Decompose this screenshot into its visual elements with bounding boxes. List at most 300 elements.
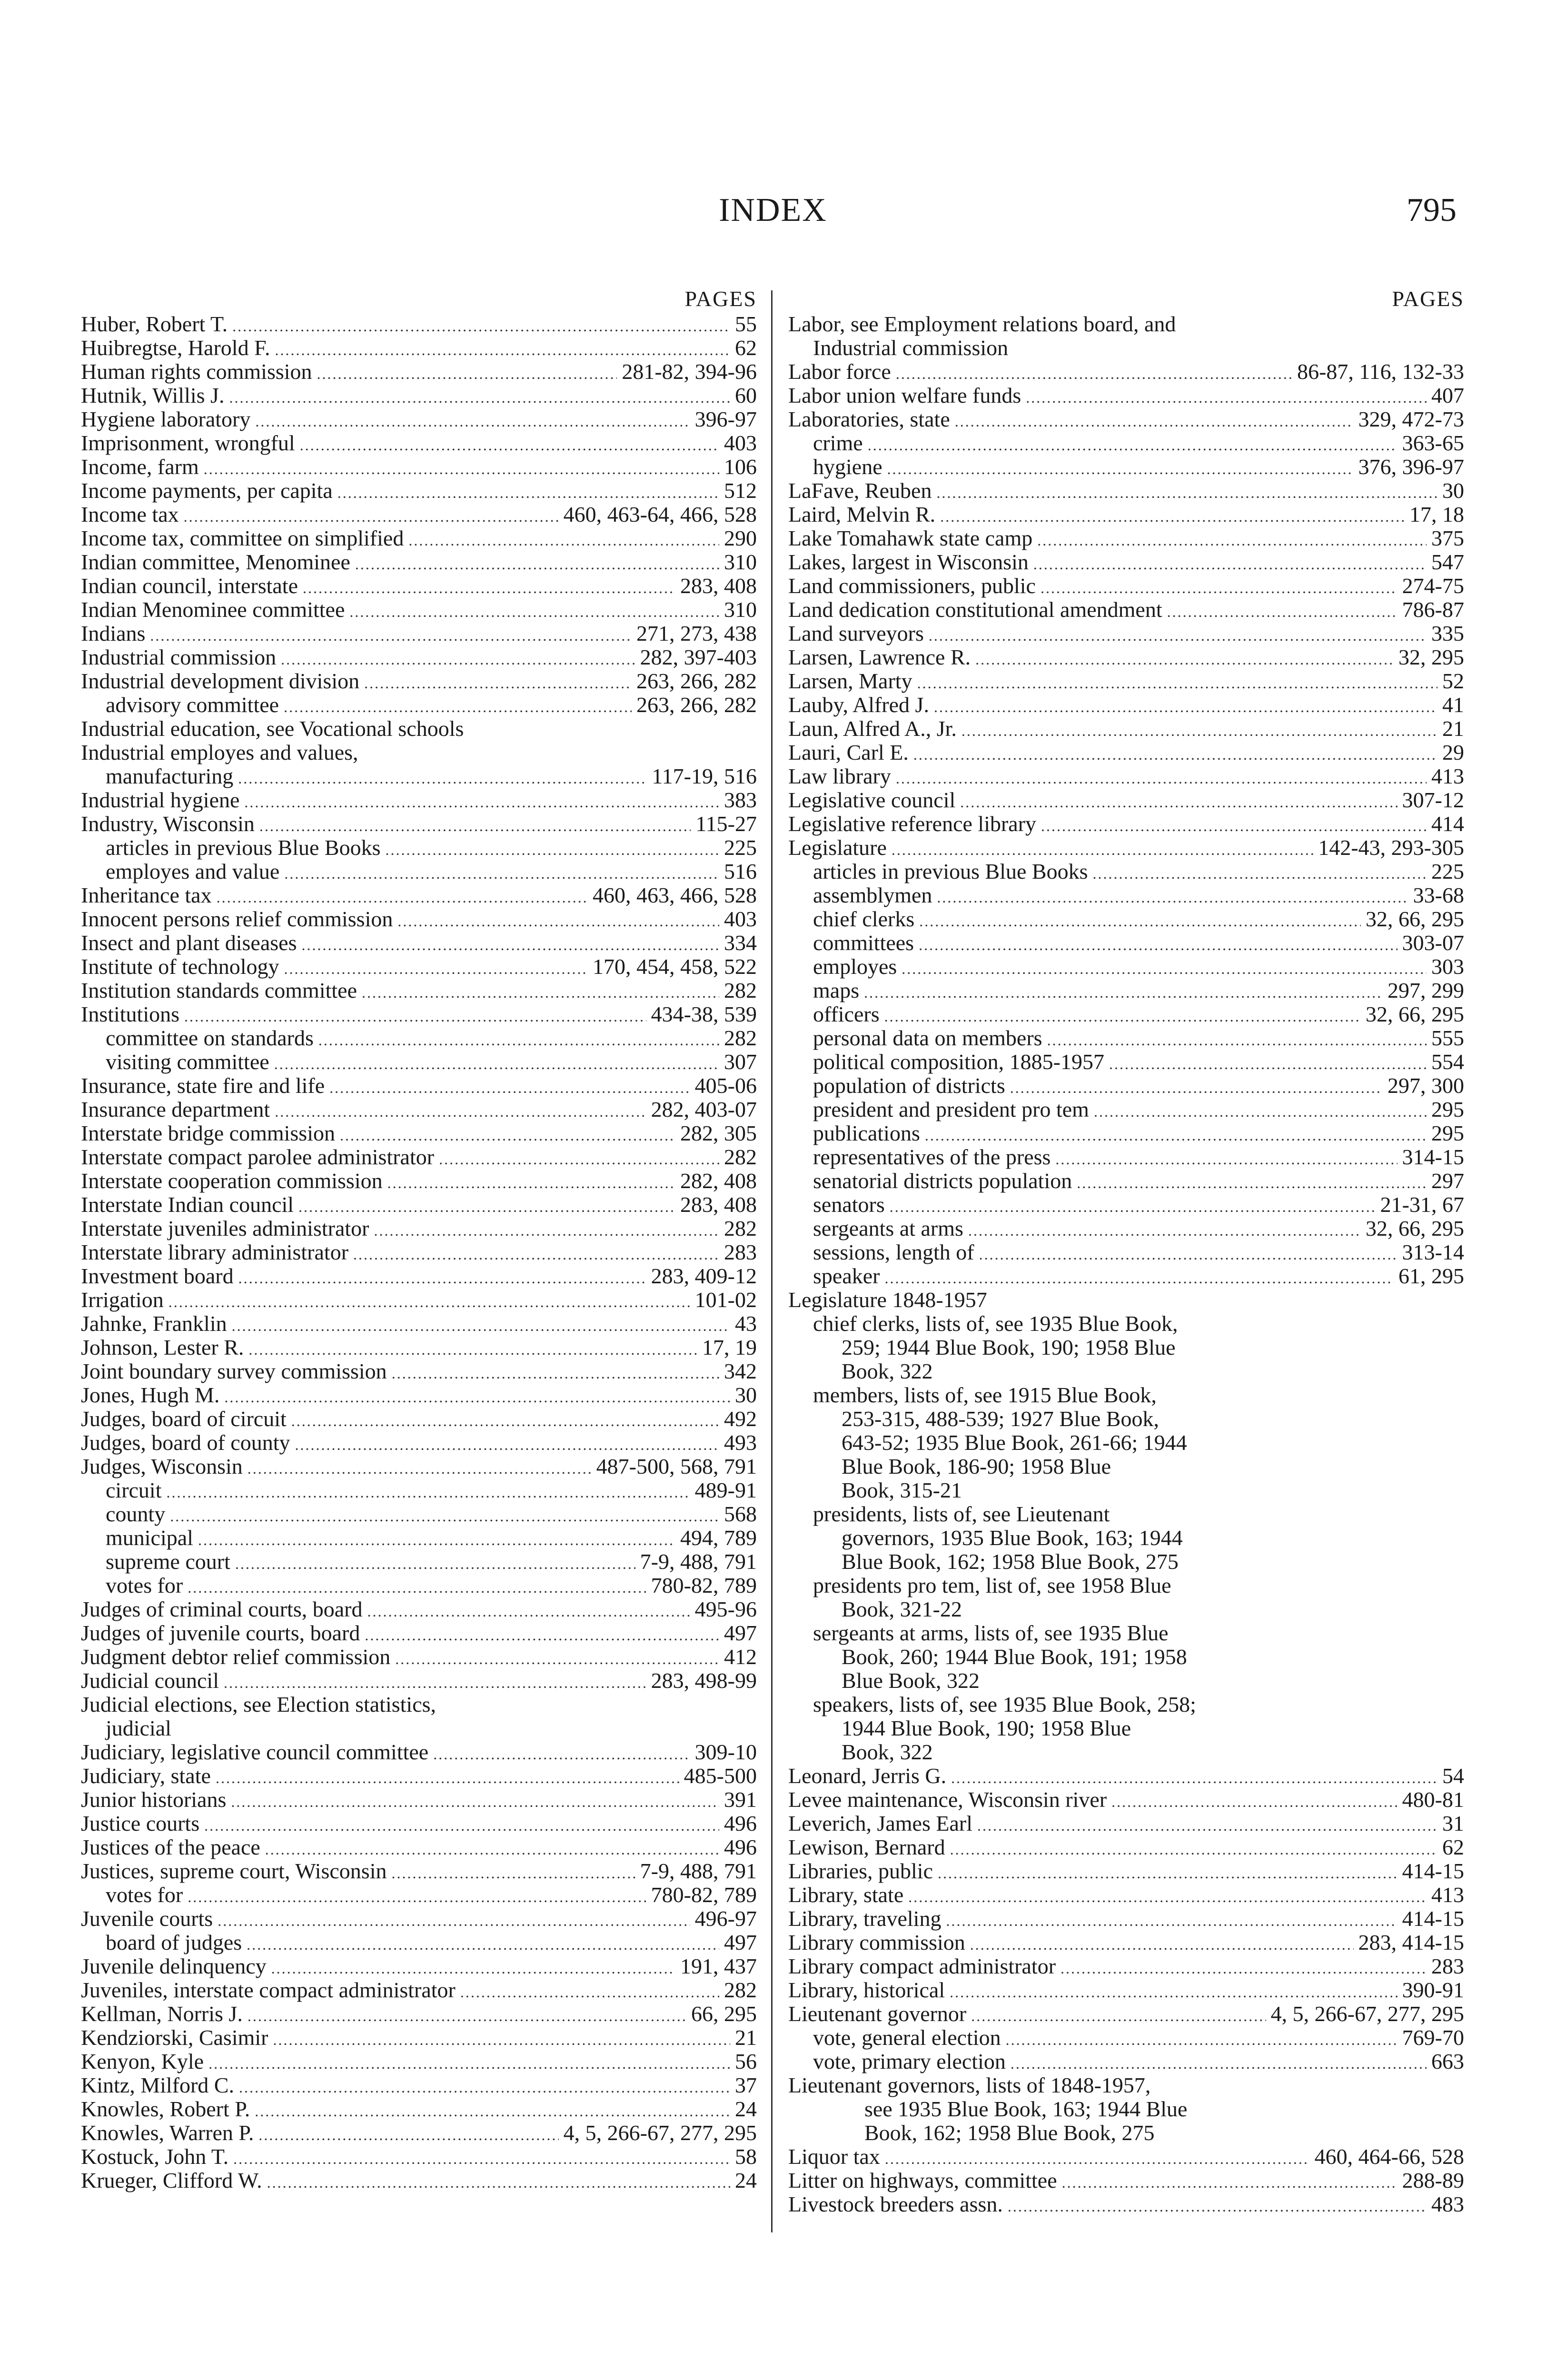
index-subentry <box>788 1169 1464 1193</box>
entry-term: Judiciary, state <box>81 1764 211 1788</box>
page-reference: 460, 463-64, 466, 528 <box>563 502 757 526</box>
index-entry <box>788 812 1464 836</box>
page-reference: 663 <box>1431 2049 1464 2073</box>
entry-term: Kellman, Norris J. <box>81 2002 243 2026</box>
entry-term: Inheritance tax <box>81 883 212 907</box>
page-reference: 191, 437 <box>680 1954 757 1978</box>
dot-leader <box>1060 1956 1427 1980</box>
index-entry <box>81 1359 757 1383</box>
dot-leader <box>231 1790 719 1814</box>
index-entry <box>81 312 757 336</box>
entry-term: Juvenile delinquency <box>81 1954 267 1978</box>
page-number: 795 <box>1407 192 1457 228</box>
dot-leader <box>908 1885 1427 1909</box>
dot-leader <box>275 338 730 362</box>
entry-term: Huibregtse, Harold F. <box>81 336 270 360</box>
index-subentry <box>81 1478 757 1502</box>
page-reference: 283, 408 <box>680 574 757 598</box>
dot-leader <box>890 1195 1376 1219</box>
index-entry <box>788 622 1464 645</box>
entry-term: Kenyon, Kyle <box>81 2049 204 2073</box>
index-entry <box>788 2169 1464 2192</box>
index-note-line: governors, 1935 Blue Book, 163; 1944 <box>842 1526 1183 1550</box>
index-subentry <box>788 1026 1464 1050</box>
entry-term: Human rights commission <box>81 359 312 384</box>
dot-leader <box>247 1933 719 1956</box>
index-entry <box>788 1859 1464 1883</box>
dot-leader <box>1094 1100 1427 1123</box>
index-entry <box>788 717 1464 741</box>
dot-leader <box>167 1480 690 1504</box>
page-reference: 413 <box>1431 1883 1464 1907</box>
entry-term: Larsen, Lawrence R. <box>788 645 971 669</box>
dot-leader <box>1037 528 1427 552</box>
dot-leader <box>204 1814 719 1837</box>
page-title: INDEX <box>719 192 827 228</box>
dot-leader <box>946 1909 1397 1933</box>
page-reference: 310 <box>724 550 757 574</box>
dot-leader <box>239 2075 730 2099</box>
dot-leader <box>955 409 1354 433</box>
entry-term: Institute of technology <box>81 954 279 979</box>
index-note-line: 1944 Blue Book, 190; 1958 Blue <box>842 1716 1131 1740</box>
index-entry <box>81 2121 757 2145</box>
dot-leader <box>274 1052 719 1076</box>
index-note-line: Book, 260; 1944 Blue Book, 191; 1958 <box>842 1645 1187 1669</box>
index-subentry <box>788 431 1464 455</box>
entry-term: Lauby, Alfred J. <box>788 693 929 717</box>
entry-term: sergeants at arms <box>813 1216 963 1240</box>
dot-leader <box>1011 2052 1427 2075</box>
page-reference: 4, 5, 266-67, 277, 295 <box>1270 2002 1464 2026</box>
entry-term: Liquor tax <box>788 2144 880 2169</box>
dot-leader <box>970 1933 1354 1956</box>
entry-term: Institutions <box>81 1002 180 1026</box>
entry-term: county <box>106 1502 166 1526</box>
page-reference: 225 <box>1431 859 1464 883</box>
page-reference: 274-75 <box>1402 574 1464 598</box>
index-subentry <box>788 1264 1464 1288</box>
index-entry <box>81 1407 757 1431</box>
entry-term: Imprisonment, wrongful <box>81 431 295 455</box>
page-reference: 21-31, 67 <box>1380 1192 1464 1217</box>
dot-leader <box>1008 2194 1427 2218</box>
page-reference: 17, 18 <box>1409 502 1464 526</box>
index-entry <box>788 1954 1464 1978</box>
index-note-line: judicial <box>106 1716 171 1740</box>
entry-term: Kostuck, John T. <box>81 2144 229 2169</box>
page-reference: 290 <box>724 526 757 550</box>
dot-leader <box>184 505 559 528</box>
index-entry <box>81 1002 757 1026</box>
dot-leader <box>224 1671 646 1695</box>
page-reference: 496-97 <box>694 1906 757 1931</box>
index-entry <box>81 622 757 645</box>
entry-term: senatorial districts population <box>813 1169 1072 1193</box>
entry-term: Laun, Alfred A., Jr. <box>788 716 957 741</box>
dot-leader <box>248 1338 697 1361</box>
index-entry <box>788 741 1464 764</box>
page-reference: 497 <box>724 1930 757 1954</box>
index-entry <box>81 955 757 979</box>
entry-term: Interstate Indian council <box>81 1192 294 1217</box>
page-reference: 516 <box>724 859 757 883</box>
dot-leader <box>337 481 719 505</box>
dot-leader <box>887 457 1354 481</box>
dot-leader <box>968 1219 1361 1242</box>
entry-term: Library commission <box>788 1930 965 1954</box>
page-reference: 225 <box>724 835 757 860</box>
entry-term: Laird, Melvin R. <box>788 502 936 526</box>
entry-term: population of districts <box>813 1073 1005 1098</box>
index-entry <box>81 1098 757 1121</box>
dot-leader <box>218 1909 690 1933</box>
page-reference: 485-500 <box>684 1764 757 1788</box>
page-reference: 106 <box>724 455 757 479</box>
page-reference: 282, 403-07 <box>651 1097 757 1121</box>
dot-leader <box>1041 814 1427 838</box>
index-entry <box>81 669 757 693</box>
dot-leader <box>951 1766 1437 1790</box>
entry-term: Judges of juvenile courts, board <box>81 1621 360 1645</box>
entry-term: Justice courts <box>81 1811 200 1835</box>
index-entry <box>81 1145 757 1169</box>
page-reference: 62 <box>735 336 757 360</box>
index-subentry <box>788 979 1464 1002</box>
index-entry <box>81 503 757 526</box>
page-reference: 480-81 <box>1402 1787 1464 1812</box>
column-divider <box>771 290 773 2232</box>
entry-term: Lake Tomahawk state camp <box>788 526 1033 550</box>
index-entry <box>81 2097 757 2121</box>
page-reference: 495-96 <box>694 1597 757 1621</box>
page-reference: 62 <box>1442 1835 1464 1859</box>
index-entry <box>81 2169 757 2192</box>
index-note-line: 643-52; 1935 Blue Book, 261-66; 1944 <box>842 1430 1187 1455</box>
dot-leader <box>364 671 632 695</box>
dot-leader <box>387 1171 675 1195</box>
index-subentry <box>81 764 757 788</box>
index-entry <box>788 503 1464 526</box>
index-subentry <box>788 455 1464 479</box>
entry-term: Livestock breeders assn. <box>788 2192 1003 2216</box>
page-reference: 43 <box>735 1311 757 1336</box>
page-reference: 555 <box>1431 1026 1464 1050</box>
page-reference: 493 <box>724 1430 757 1455</box>
dot-leader <box>275 1100 646 1123</box>
index-entry <box>81 1336 757 1359</box>
index-subentry <box>81 1026 757 1050</box>
page-reference: 303-07 <box>1402 931 1464 955</box>
index-entries-left <box>81 312 757 2192</box>
page-reference: 497 <box>724 1621 757 1645</box>
index-subentry <box>81 693 757 717</box>
index-entry <box>81 1240 757 1264</box>
dot-leader <box>1041 576 1397 600</box>
dot-leader <box>198 1528 675 1552</box>
dot-leader <box>273 2028 731 2052</box>
dot-leader <box>385 838 719 862</box>
index-note-line: members, lists of, see 1915 Blue Book, <box>813 1383 1157 1407</box>
entry-term: Levee maintenance, Wisconsin river <box>788 1787 1107 1812</box>
index-entry <box>81 812 757 836</box>
page-reference: 769-70 <box>1402 2025 1464 2050</box>
page-reference: 487-500, 568, 791 <box>596 1454 757 1478</box>
entry-term: Insurance department <box>81 1097 270 1121</box>
index-entry <box>81 1788 757 1812</box>
dot-leader <box>950 1980 1397 2004</box>
dot-leader <box>170 1504 719 1528</box>
dot-leader <box>271 1956 675 1980</box>
entry-term: Income payments, per capita <box>81 478 333 503</box>
index-entry <box>81 979 757 1002</box>
page-reference: 21 <box>735 2025 757 2050</box>
dot-leader <box>248 1457 592 1480</box>
dot-leader <box>892 838 1313 862</box>
entry-term: Industrial commission <box>81 645 277 669</box>
dot-leader <box>232 1314 730 1338</box>
dot-leader <box>1033 552 1427 576</box>
index-entry <box>788 788 1464 812</box>
dot-leader <box>408 528 719 552</box>
entry-term: Investment board <box>81 1264 234 1288</box>
entry-term: Land commissioners, public <box>788 574 1036 598</box>
dot-leader <box>1026 386 1427 409</box>
dot-leader <box>318 1028 719 1052</box>
entry-term: employes <box>813 954 897 979</box>
index-subentry <box>788 1050 1464 1074</box>
entry-term: president and president pro tem <box>813 1097 1089 1121</box>
entry-term: Huber, Robert T. <box>81 312 228 336</box>
entry-term: committee on standards <box>106 1026 314 1050</box>
entry-term: articles in previous Blue Books <box>813 859 1088 883</box>
page-reference: 489-91 <box>694 1478 757 1502</box>
page-reference: 483 <box>1431 2192 1464 2216</box>
entry-term: votes for <box>106 1573 183 1597</box>
page-reference: 390-91 <box>1402 1978 1464 2002</box>
entry-term: Leonard, Jerris G. <box>788 1764 947 1788</box>
entry-term: vote, general election <box>813 2025 1001 2050</box>
dot-leader <box>291 1409 719 1433</box>
page-reference: 55 <box>735 312 757 336</box>
entry-term: Indians <box>81 621 146 645</box>
page-reference: 41 <box>1442 693 1464 717</box>
index-entry <box>81 883 757 907</box>
page-reference: 282 <box>724 1026 757 1050</box>
page-reference: 496 <box>724 1811 757 1835</box>
index-subentry <box>788 955 1464 979</box>
page-reference: 303 <box>1431 954 1464 979</box>
entry-term: assemblymen <box>813 883 932 907</box>
dot-leader <box>300 433 719 457</box>
index-entry <box>788 384 1464 407</box>
entry-term: Judgment debtor relief commission <box>81 1645 391 1669</box>
index-subentry <box>81 1883 757 1907</box>
index-entry <box>81 907 757 931</box>
index-entry <box>81 1597 757 1621</box>
index-note-line: see 1935 Blue Book, 163; 1944 Blue <box>864 2097 1188 2121</box>
dot-leader <box>258 2123 558 2147</box>
entry-term: employes and value <box>106 859 280 883</box>
index-entry <box>81 455 757 479</box>
entry-term: representatives of the press <box>813 1145 1051 1169</box>
entry-term: Lauri, Carl E. <box>788 740 909 764</box>
index-entry <box>788 645 1464 669</box>
index-subentry <box>81 1526 757 1550</box>
page-reference: 32, 295 <box>1398 645 1464 669</box>
index-entry <box>81 1312 757 1336</box>
page-reference: 32, 66, 295 <box>1366 907 1464 931</box>
index-entry <box>788 1764 1464 1788</box>
dot-leader <box>1062 2171 1397 2194</box>
entry-term: Krueger, Clifford W. <box>81 2168 262 2192</box>
page-reference: 37 <box>735 2073 757 2097</box>
entry-term: visiting committee <box>106 1050 269 1074</box>
index-note-line: presidents, lists of, see Lieutenant <box>813 1502 1110 1526</box>
page-reference: 117-19, 516 <box>652 764 757 788</box>
dot-leader <box>925 1123 1427 1147</box>
dot-leader <box>229 386 730 409</box>
index-note-line: sergeants at arms, lists of, see 1935 Blue <box>813 1621 1169 1645</box>
dot-leader <box>1109 1052 1427 1076</box>
index-subentry <box>788 1217 1464 1240</box>
entry-term: board of judges <box>106 1930 242 1954</box>
index-subentry <box>81 836 757 860</box>
page-reference: 30 <box>735 1383 757 1407</box>
page-reference: 295 <box>1431 1097 1464 1121</box>
entry-term: Libraries, public <box>788 1859 933 1883</box>
index-entry <box>788 669 1464 693</box>
index-entries-right <box>788 312 1464 2216</box>
entry-term: Justices, supreme court, Wisconsin <box>81 1859 387 1883</box>
dot-leader <box>365 1623 719 1647</box>
page-reference: 282 <box>724 978 757 1002</box>
index-entry <box>81 2002 757 2026</box>
index-entry <box>788 1788 1464 1812</box>
index-entry <box>81 479 757 503</box>
index-entry <box>81 1193 757 1217</box>
dot-leader <box>216 1766 679 1790</box>
index-entry <box>81 2026 757 2050</box>
entry-term: maps <box>813 978 860 1002</box>
index-entry <box>81 1812 757 1835</box>
page-reference: 314-15 <box>1402 1145 1464 1169</box>
page-reference: 342 <box>724 1359 757 1383</box>
index-entry <box>81 2073 757 2097</box>
dot-leader <box>938 1861 1397 1885</box>
index-entry <box>788 1835 1464 1859</box>
dot-leader <box>1055 1147 1397 1171</box>
entry-term: manufacturing <box>106 764 234 788</box>
dot-leader <box>150 624 632 647</box>
page-reference: 54 <box>1442 1764 1464 1788</box>
index-subentry <box>788 883 1464 907</box>
dot-leader <box>317 362 617 386</box>
entry-term: Lewison, Bernard <box>788 1835 945 1859</box>
index-entry <box>81 2145 757 2169</box>
index-note-line: Book, 322 <box>842 1359 933 1383</box>
dot-leader <box>884 1004 1361 1028</box>
entry-term: Interstate compact parolee administrator <box>81 1145 435 1169</box>
page-reference: 413 <box>1431 764 1464 788</box>
entry-term: Jones, Hugh M. <box>81 1383 220 1407</box>
index-entry <box>81 384 757 407</box>
index-entry <box>81 1859 757 1883</box>
dot-leader <box>940 505 1405 528</box>
entry-term: Interstate library administrator <box>81 1240 349 1264</box>
page-reference: 313-14 <box>1402 1240 1464 1264</box>
dot-leader <box>1006 2028 1397 2052</box>
entry-term: Land surveyors <box>788 621 924 645</box>
dot-leader <box>204 457 719 481</box>
index-entry <box>81 1169 757 1193</box>
dot-leader <box>248 2004 686 2028</box>
page-reference: 283, 414-15 <box>1358 1930 1464 1954</box>
page-reference: 7-9, 488, 791 <box>640 1549 757 1574</box>
index-entry <box>788 360 1464 384</box>
entry-term: Legislative reference library <box>788 812 1037 836</box>
index-subentry <box>788 907 1464 931</box>
page-reference: 494, 789 <box>680 1526 757 1550</box>
page-reference: 295 <box>1431 1121 1464 1145</box>
dot-leader <box>937 885 1408 909</box>
dot-leader <box>232 314 730 338</box>
entry-term: Income tax, committee on simplified <box>81 526 404 550</box>
dot-leader <box>284 862 719 885</box>
entry-term: Interstate juveniles administrator <box>81 1216 369 1240</box>
page-reference: 263, 266, 282 <box>636 693 757 717</box>
index-subentry <box>788 1074 1464 1098</box>
index-note-line: Book, 162; 1958 Blue Book, 275 <box>864 2121 1155 2145</box>
dot-leader <box>1047 1028 1427 1052</box>
page-reference: 17, 19 <box>702 1335 757 1359</box>
entry-term: Labor union welfare funds <box>788 383 1021 407</box>
index-note-line: Industrial employes and values, <box>81 740 358 764</box>
index-entry <box>81 407 757 431</box>
dot-leader <box>896 766 1427 790</box>
dot-leader <box>349 600 719 624</box>
page-reference: 288-89 <box>1402 2168 1464 2192</box>
index-entry <box>81 931 757 955</box>
entry-term: Larsen, Marty <box>788 669 912 693</box>
entry-term: Indian council, interstate <box>81 574 298 598</box>
index-entry <box>788 2145 1464 2169</box>
dot-leader <box>295 1433 719 1457</box>
index-note-line: Book, 315-21 <box>842 1478 962 1502</box>
page-reference: 460, 463, 466, 528 <box>593 883 757 907</box>
page-reference: 282 <box>724 1145 757 1169</box>
page-reference: 101-02 <box>694 1288 757 1312</box>
entry-term: vote, primary election <box>813 2049 1006 2073</box>
entry-term: Judiciary, legislative council committee <box>81 1740 429 1764</box>
dot-leader <box>902 957 1427 981</box>
page-reference: 283 <box>724 1240 757 1264</box>
index-subentry <box>81 1050 757 1074</box>
dot-leader <box>1077 1171 1427 1195</box>
index-entry <box>81 360 757 384</box>
entry-term: Insurance, state fire and life <box>81 1073 325 1098</box>
entry-term: Jahnke, Franklin <box>81 1311 227 1336</box>
entry-term: Insect and plant diseases <box>81 931 297 955</box>
index-entry <box>81 1835 757 1859</box>
dot-leader <box>913 743 1437 766</box>
dot-leader <box>1010 1076 1383 1100</box>
index-subentry <box>788 1193 1464 1217</box>
entry-term: votes for <box>106 1883 183 1907</box>
index-entry <box>788 1907 1464 1931</box>
index-entry <box>81 550 757 574</box>
entry-term: Judicial council <box>81 1668 219 1693</box>
